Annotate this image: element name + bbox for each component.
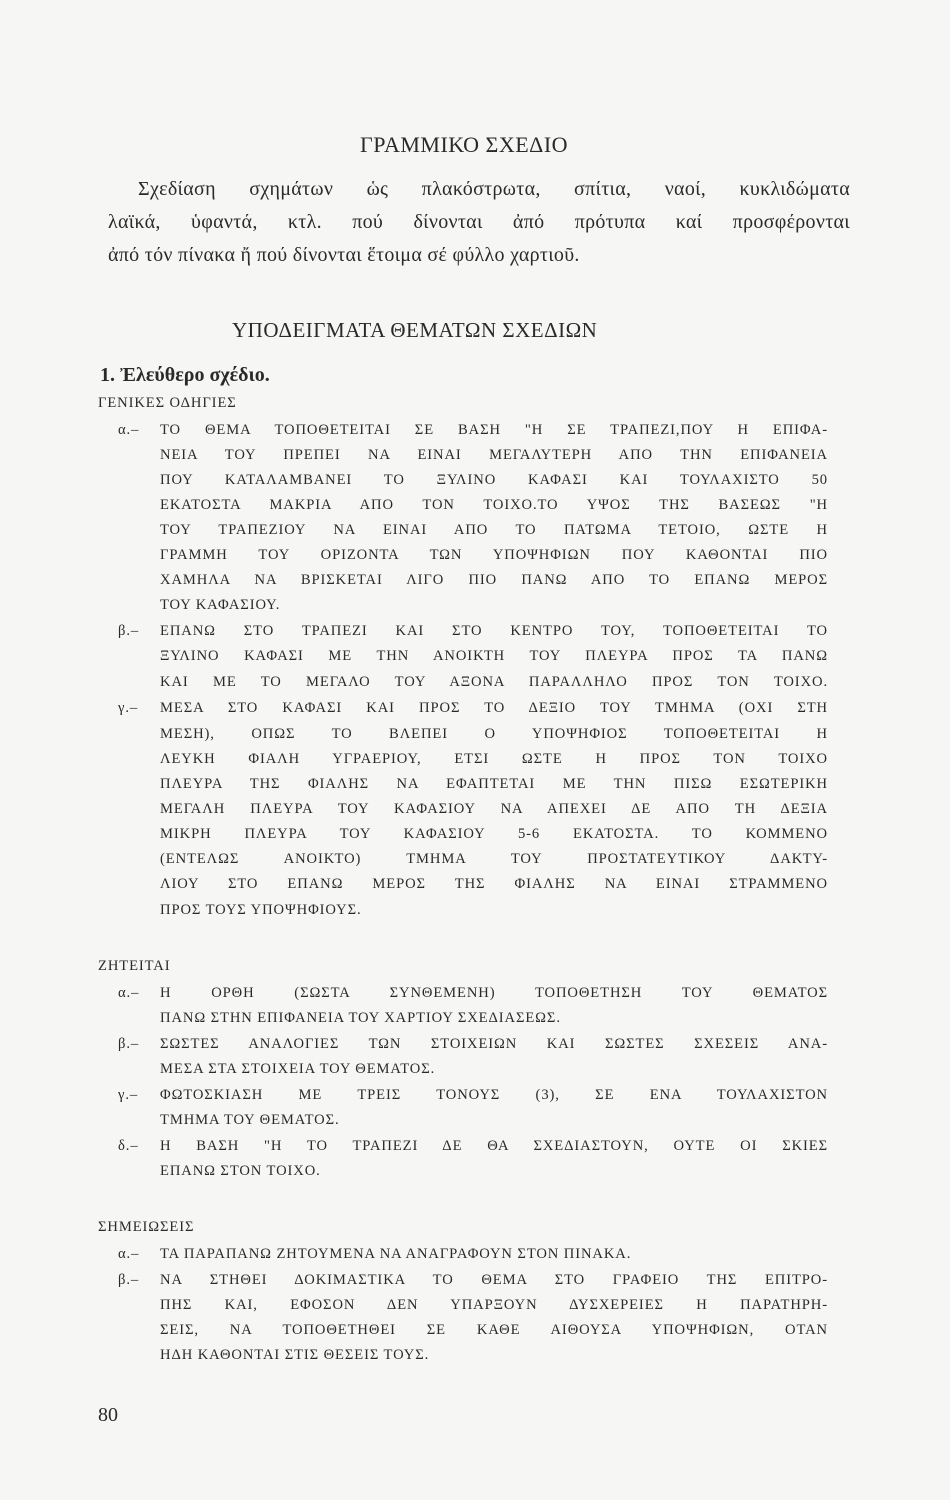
- list-item-line: ΜΙΚΡΗ ΠΛΕΥΡΑ ΤΟΥ ΚΑΦΑΣΙΟΥ 5-6 ΕΚΑΤΟΣΤΑ. ΤΟ ΚΟΜΜΕΝΟ: [160, 826, 828, 842]
- list-item-line: ΣΩΣΤΕΣ ΑΝΑΛΟΓΙΕΣ ΤΩΝ ΣΤΟΙΧΕΙΩΝ ΚΑΙ ΣΩΣΤΕΣ ΣΧΕΣΕΙΣ ΑΝΑ-: [160, 1036, 828, 1052]
- intro-line: Σχεδίαση σχημάτων ὡς πλακόστρωτα, σπίτια, ναοί, κυκλιδώματα: [138, 178, 850, 200]
- list-item-line: Η ΟΡΘΗ (ΣΩΣΤΑ ΣΥΝΘΕΜΕΝΗ) ΤΟΠΟΘΕΤΗΣΗ ΤΟΥ ΘΕΜΑΤΟΣ: [160, 985, 828, 1001]
- list-item-line: ΛΙΟΥ ΣΤΟ ΕΠΑΝΩ ΜΕΡΟΣ ΤΗΣ ΦΙΑΛΗΣ ΝΑ ΕΙΝΑΙ ΣΤΡΑΜΜΕΝΟ: [160, 876, 828, 892]
- list-item-line: ΞΥΛΙΝΟ ΚΑΦΑΣΙ ΜΕ ΤΗΝ ΑΝΟΙΚΤΗ ΤΟΥ ΠΛΕΥΡΑ ΠΡΟΣ ΤΑ ΠΑΝΩ: [160, 648, 828, 664]
- list-marker: α.–: [118, 985, 140, 1001]
- list-item-line: ΜΕΓΑΛΗ ΠΛΕΥΡΑ ΤΟΥ ΚΑΦΑΣΙΟΥ ΝΑ ΑΠΕΧΕΙ ΔΕ ΑΠΟ ΤΗ ΔΕΞΙΑ: [160, 801, 828, 817]
- list-item-line: ΕΚΑΤΟΣΤΑ ΜΑΚΡΙΑ ΑΠΟ ΤΟΝ ΤΟΙΧΟ.ΤΟ ΥΨΟΣ ΤΗΣ ΒΑΣΕΩΣ "Η: [160, 497, 828, 513]
- intro-line: ἀπό τόν πίνακα ἤ πού δίνονται ἕτοιμα σέ φύλλο χαρτιοῦ.: [108, 244, 580, 266]
- list-item-line: ΤΟΥ ΤΡΑΠΕΖΙΟΥ ΝΑ ΕΙΝΑΙ ΑΠΟ ΤΟ ΠΑΤΩΜΑ ΤΕΤΟΙΟ, ΩΣΤΕ Η: [160, 522, 828, 538]
- page-number: 80: [98, 1404, 118, 1426]
- list-item-line: ΜΕΣΑ ΣΤΟ ΚΑΦΑΣΙ ΚΑΙ ΠΡΟΣ ΤΟ ΔΕΞΙΟ ΤΟΥ ΤΜΗΜΑ (ΟΧΙ ΣΤΗ: [160, 700, 828, 716]
- list-item-line: ΛΕΥΚΗ ΦΙΑΛΗ ΥΓΡΑΕΡΙΟΥ, ΕΤΣΙ ΩΣΤΕ Η ΠΡΟΣ ΤΟΝ ΤΟΙΧΟ: [160, 751, 828, 767]
- list-item-line: ΝΑ ΣΤΗΘΕΙ ΔΟΚΙΜΑΣΤΙΚΑ ΤΟ ΘΕΜΑ ΣΤΟ ΓΡΑΦΕΙΟ ΤΗΣ ΕΠΙΤΡΟ-: [160, 1272, 828, 1288]
- list-item-line: ΓΡΑΜΜΗ ΤΟΥ ΟΡΙΖΟΝΤΑ ΤΩΝ ΥΠΟΨΗΦΙΩΝ ΠΟΥ ΚΑΘΟΝΤΑΙ ΠΙΟ: [160, 547, 828, 563]
- list-marker: α.–: [118, 422, 140, 438]
- notes-label: ΣΗΜΕΙΩΣΕΙΣ: [98, 1219, 195, 1235]
- general-instructions-label: ΓΕΝΙΚΕΣ ΟΔΗΓΙΕΣ: [98, 395, 237, 411]
- requested-label: ΖΗΤΕΙΤΑΙ: [98, 958, 171, 974]
- list-item-line: ΧΑΜΗΛΑ ΝΑ ΒΡΙΣΚΕΤΑΙ ΛΙΓΟ ΠΙΟ ΠΑΝΩ ΑΠΟ ΤΟ ΕΠΑΝΩ ΜΕΡΟΣ: [160, 572, 828, 588]
- list-item-line: ΤΑ ΠΑΡΑΠΑΝΩ ΖΗΤΟΥΜΕΝΑ ΝΑ ΑΝΑΓΡΑΦΟΥΝ ΣΤΟΝ ΠΙΝΑΚΑ.: [160, 1246, 632, 1262]
- list-marker: γ.–: [118, 700, 139, 716]
- list-marker: δ.–: [118, 1138, 139, 1154]
- list-item-line: ΕΠΑΝΩ ΣΤΟ ΤΡΑΠΕΖΙ ΚΑΙ ΣΤΟ ΚΕΝΤΡΟ ΤΟΥ, ΤΟΠΟΘΕΤΕΙΤΑΙ ΤΟ: [160, 623, 828, 639]
- list-item-line: ΜΕΣΗ), ΟΠΩΣ ΤΟ ΒΛΕΠΕΙ Ο ΥΠΟΨΗΦΙΟΣ ΤΟΠΟΘΕΤΕΙΤΑΙ Η: [160, 726, 828, 742]
- page-title: ΓΡΑΜΜΙΚΟ ΣΧΕΔΙΟ: [360, 132, 569, 157]
- list-item-line: ΠΡΟΣ ΤΟΥΣ ΥΠΟΨΗΦΙΟΥΣ.: [160, 902, 362, 918]
- list-item-line: ΣΕΙΣ, ΝΑ ΤΟΠΟΘΕΤΗΘΕΙ ΣΕ ΚΑΘΕ ΑΙΘΟΥΣΑ ΥΠΟΨΗΦΙΩΝ, ΟΤΑΝ: [160, 1322, 828, 1338]
- list-item-line: ΚΑΙ ΜΕ ΤΟ ΜΕΓΑΛΟ ΤΟΥ ΑΞΟΝΑ ΠΑΡΑΛΛΗΛΟ ΠΡΟΣ ΤΟΝ ΤΟΙΧΟ.: [160, 674, 828, 690]
- section-heading: 1. Ἐλεύθερο σχέδιο.: [100, 364, 270, 386]
- list-item-line: ΠΟΥ ΚΑΤΑΛΑΜΒΑΝΕΙ ΤΟ ΞΥΛΙΝΟ ΚΑΦΑΣΙ ΚΑΙ ΤΟΥΛΑΧΙΣΤΟ 50: [160, 472, 828, 488]
- list-marker: β.–: [118, 1272, 140, 1288]
- list-item-line: ΗΔΗ ΚΑΘΟΝΤΑΙ ΣΤΙΣ ΘΕΣΕΙΣ ΤΟΥΣ.: [160, 1347, 430, 1363]
- section-subtitle: ΥΠΟΔΕΙΓΜΑΤΑ ΘΕΜΑΤΩΝ ΣΧΕΔΙΩΝ: [232, 318, 598, 342]
- list-item-line: ΜΕΣΑ ΣΤΑ ΣΤΟΙΧΕΙΑ ΤΟΥ ΘΕΜΑΤΟΣ.: [160, 1061, 436, 1077]
- list-item-line: ΤΟ ΘΕΜΑ ΤΟΠΟΘΕΤΕΙΤΑΙ ΣΕ ΒΑΣΗ "Η ΣΕ ΤΡΑΠΕΖΙ,ΠΟΥ Η ΕΠΙΦΑ-: [160, 422, 828, 438]
- list-item-line: ΤΟΥ ΚΑΦΑΣΙΟΥ.: [160, 597, 281, 613]
- list-item-line: ΠΗΣ ΚΑΙ, ΕΦΟΣΟΝ ΔΕΝ ΥΠΑΡΞΟΥΝ ΔΥΣΧΕΡΕΙΕΣ Η ΠΑΡΑΤΗΡΗ-: [160, 1297, 828, 1313]
- list-item-line: ΕΠΑΝΩ ΣΤΟΝ ΤΟΙΧΟ.: [160, 1163, 321, 1179]
- list-item-line: ΠΛΕΥΡΑ ΤΗΣ ΦΙΑΛΗΣ ΝΑ ΕΦΑΠΤΕΤΑΙ ΜΕ ΤΗΝ ΠΙΣΩ ΕΣΩΤΕΡΙΚΗ: [160, 776, 828, 792]
- list-item-line: Η ΒΑΣΗ "Η ΤΟ ΤΡΑΠΕΖΙ ΔΕ ΘΑ ΣΧΕΔΙΑΣΤΟΥΝ, ΟΥΤΕ ΟΙ ΣΚΙΕΣ: [160, 1138, 828, 1154]
- list-item-line: ΠΑΝΩ ΣΤΗΝ ΕΠΙΦΑΝΕΙΑ ΤΟΥ ΧΑΡΤΙΟΥ ΣΧΕΔΙΑΣΕΩΣ.: [160, 1010, 561, 1026]
- list-marker: α.–: [118, 1246, 140, 1262]
- list-item-line: ΤΜΗΜΑ ΤΟΥ ΘΕΜΑΤΟΣ.: [160, 1112, 340, 1128]
- intro-line: λαϊκά, ὑφαντά, κτλ. πού δίνονται ἀπό πρότυπα καί προσφέρονται: [108, 211, 850, 233]
- list-marker: β.–: [118, 623, 140, 639]
- list-item-line: ΦΩΤΟΣΚΙΑΣΗ ΜΕ ΤΡΕΙΣ ΤΟΝΟΥΣ (3), ΣΕ ΕΝΑ ΤΟΥΛΑΧΙΣΤΟΝ: [160, 1087, 828, 1103]
- list-item-line: (ΕΝΤΕΛΩΣ ΑΝΟΙΚΤΟ) ΤΜΗΜΑ ΤΟΥ ΠΡΟΣΤΑΤΕΥΤΙΚΟΥ ΔΑΚΤΥ-: [160, 851, 828, 867]
- list-marker: β.–: [118, 1036, 140, 1052]
- list-item-line: ΝΕΙΑ ΤΟΥ ΠΡΕΠΕΙ ΝΑ ΕΙΝΑΙ ΜΕΓΑΛΥΤΕΡΗ ΑΠΟ ΤΗΝ ΕΠΙΦΑΝΕΙΑ: [160, 447, 828, 463]
- list-marker: γ.–: [118, 1087, 139, 1103]
